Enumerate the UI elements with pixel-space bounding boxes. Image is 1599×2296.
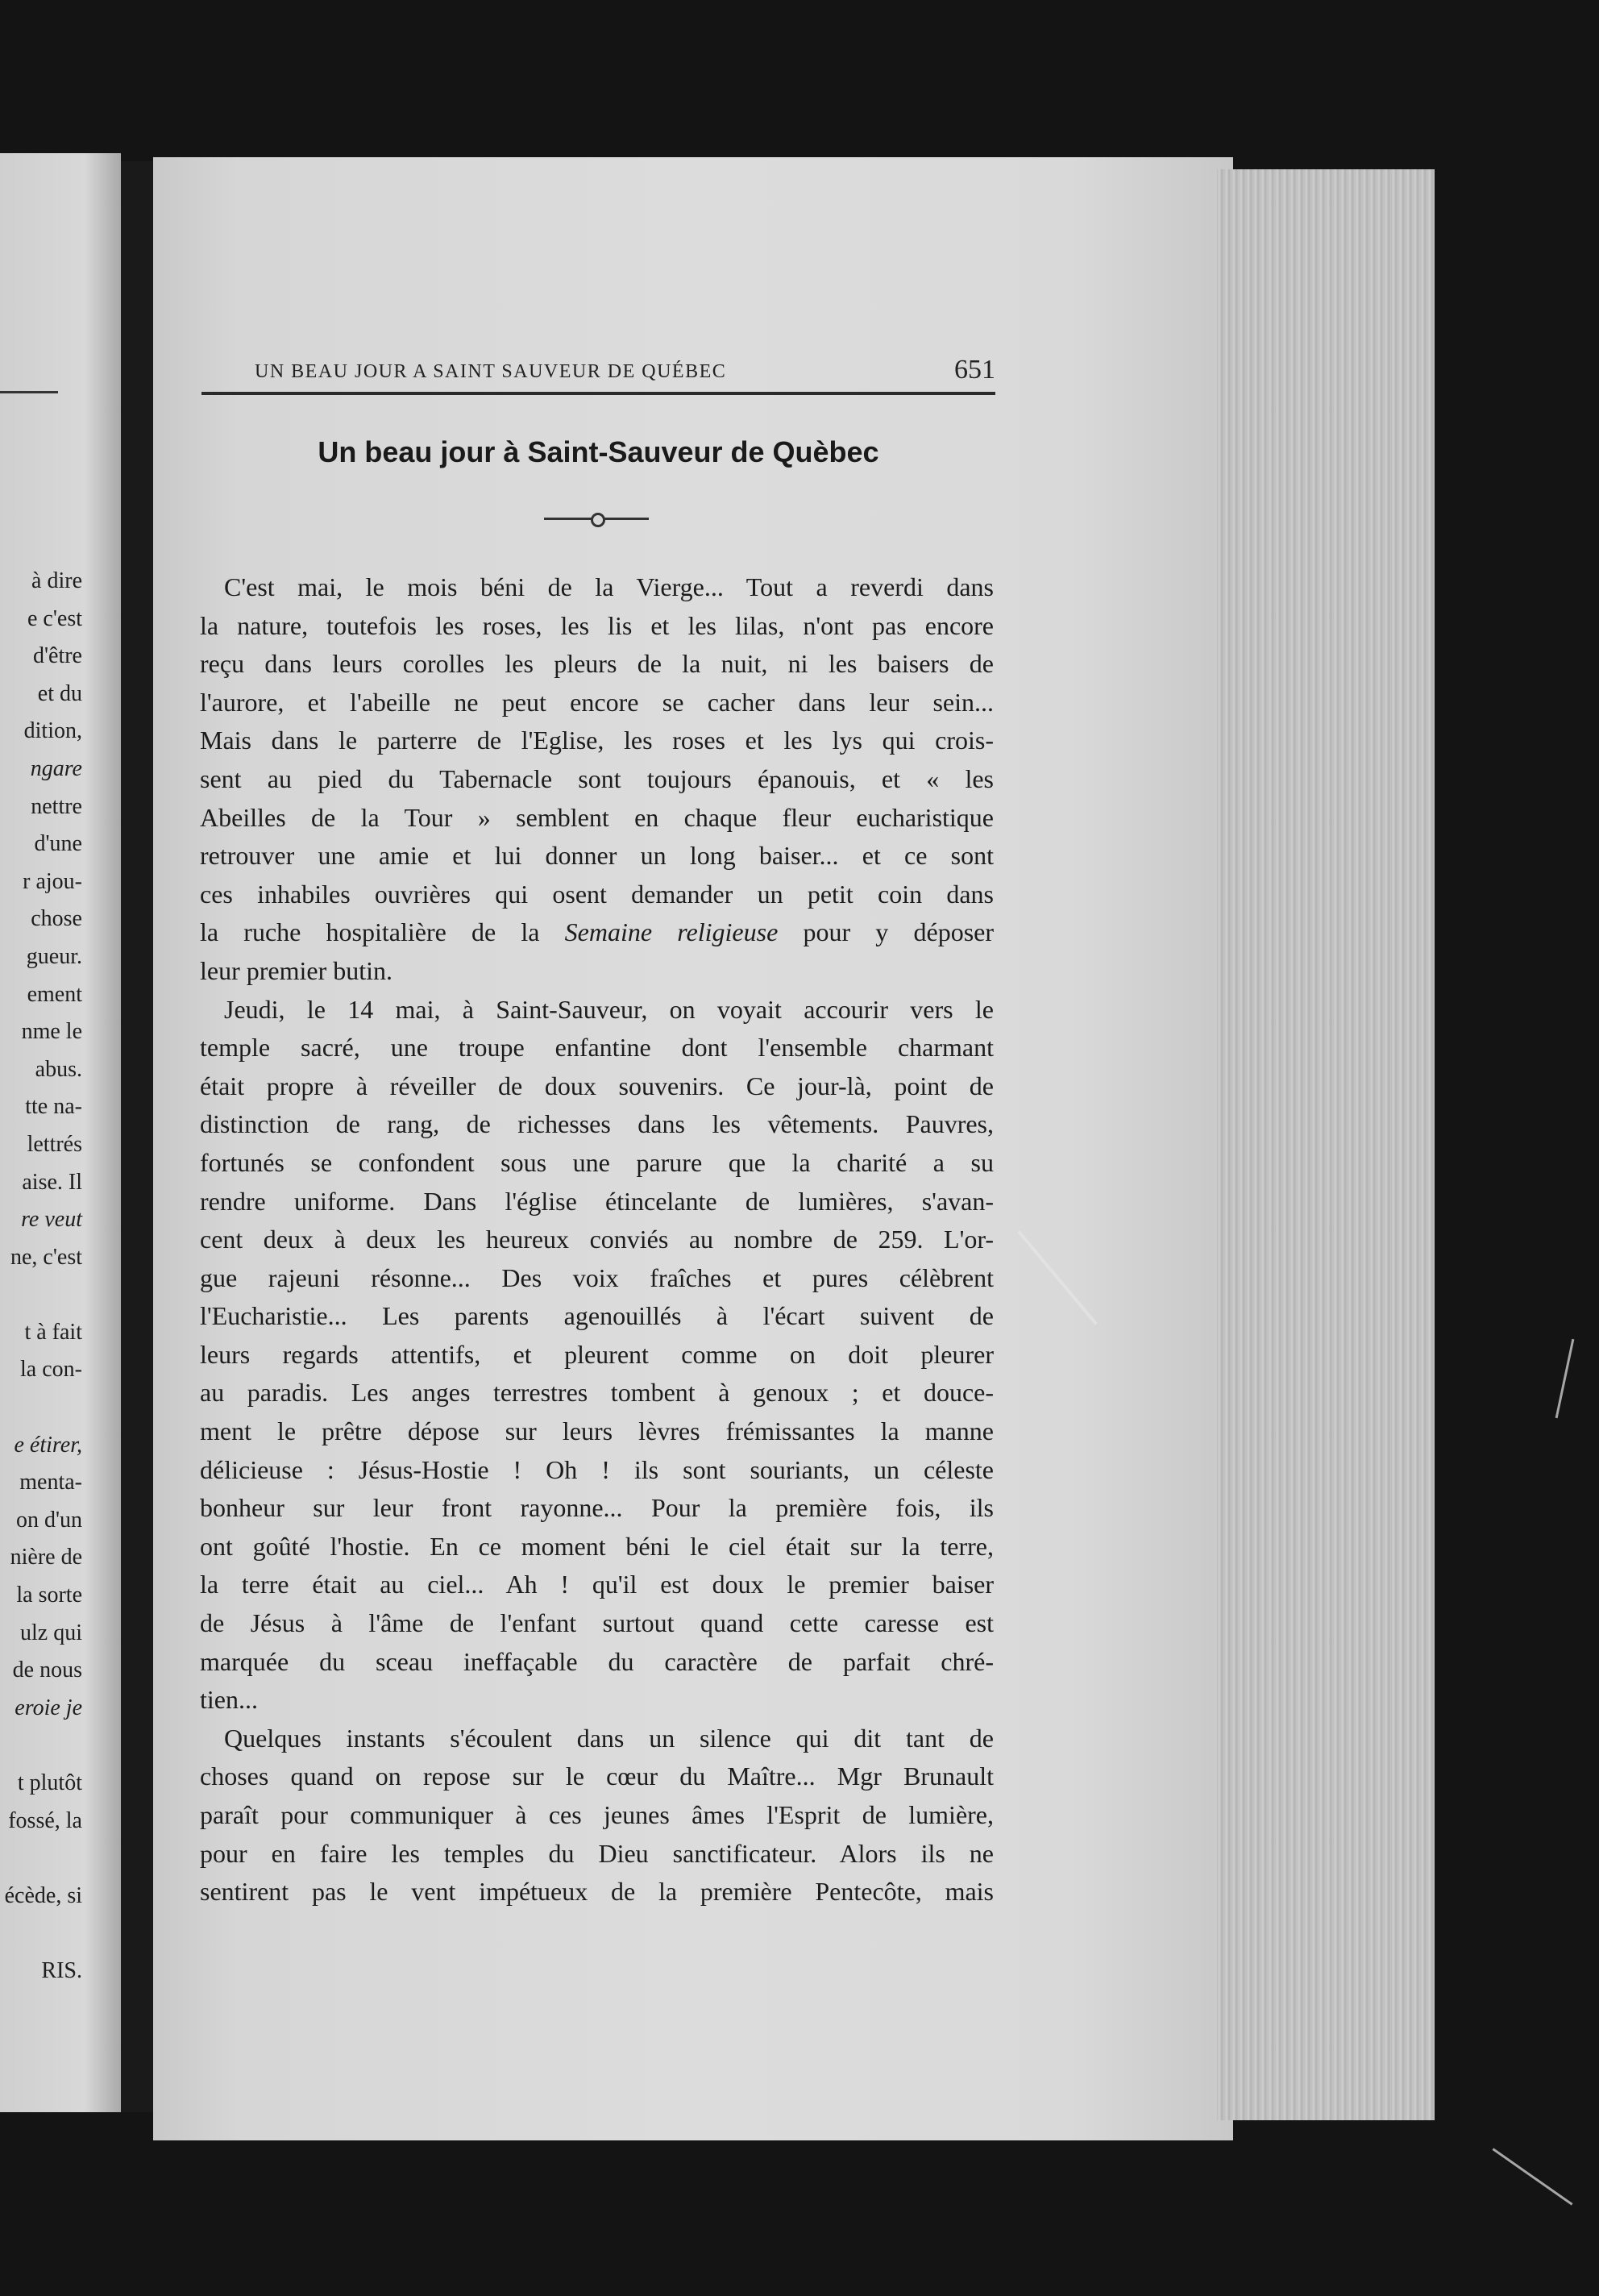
text-line: bonheur sur leur front rayonne... Pour la première fois, ils xyxy=(200,1493,994,1523)
text-line: l'Eucharistie... Les parents agenouillés à l'écart suivent de xyxy=(200,1301,994,1331)
text-line: Quelques instants s'écoulent dans un silence qui dit tant de xyxy=(224,1723,994,1753)
text-line: l'aurore, et l'abeille ne peut encore se cacher dans leur sein... xyxy=(200,687,994,717)
text-line: ne, c'est xyxy=(10,1244,82,1270)
text-line xyxy=(0,1276,121,1314)
text-line: RIS. xyxy=(41,1957,82,1983)
text-line: gue rajeuni résonne... Des voix fraîches et pures célèbrent xyxy=(200,1262,994,1292)
text-line: aise. Il xyxy=(22,1169,82,1195)
text-line: délicieuse : Jésus-Hostie ! Oh ! ils sont souriants, un céleste xyxy=(200,1454,994,1484)
text-line: au paradis. Les anges terrestres tombent à genoux ; et douce- xyxy=(200,1378,994,1408)
text-line: e étirer, xyxy=(14,1432,82,1458)
text-line: lettrés xyxy=(27,1131,82,1157)
text-line: reçu dans leurs corolles les pleurs de la nuit, ni les baisers de xyxy=(200,649,994,679)
text-line: Jeudi, le 14 mai, à Saint-Sauveur, on voyait accourir vers le xyxy=(224,994,994,1024)
previous-page-fragment xyxy=(0,153,121,2112)
text-line: pour en faire les temples du Dieu sanctificateur. Alors ils ne xyxy=(200,1838,994,1868)
text-line: cent deux à deux les heureux conviés au nombre de 259. L'or- xyxy=(200,1225,994,1254)
text-line: ngare xyxy=(30,755,82,781)
film-scratch xyxy=(1555,1339,1575,1418)
text-line-with-italic xyxy=(200,913,994,952)
text-line: C'est mai, le mois béni de la Vierge... Tout a reverdi dans xyxy=(224,572,994,601)
text-line xyxy=(0,1389,121,1427)
article-body xyxy=(200,568,994,1911)
text-line: r ajou- xyxy=(23,868,82,894)
text-line: sent au pied du Tabernacle sont toujours épanouis, et « les xyxy=(200,763,994,793)
text-line: on d'un xyxy=(15,1507,82,1533)
previous-page-header-rule xyxy=(0,391,58,393)
running-title: UN BEAU JOUR A SAINT SAUVEUR DE QUÉBEC xyxy=(255,361,727,382)
text-line: à dire xyxy=(31,568,82,593)
text-line: dition, xyxy=(23,718,82,744)
text-line: sentirent pas le vent impétueux de la première Pentecôte, mais xyxy=(200,1877,994,1907)
text-line: nettre xyxy=(31,793,82,819)
text-line: et du xyxy=(37,680,82,706)
line-start: la ruche hospitalière de la xyxy=(200,917,540,947)
text-line: eroie je xyxy=(15,1695,82,1720)
page-number: 651 xyxy=(954,355,995,385)
text-line: chose xyxy=(31,906,82,932)
previous-page-text xyxy=(0,563,121,1990)
book-gutter xyxy=(121,161,153,2112)
text-line: Abeilles de la Tour » semblent en chaque fleur eucharistique xyxy=(200,802,994,832)
text-line: nière de xyxy=(10,1545,82,1570)
text-line: fossé, la xyxy=(8,1807,82,1833)
text-line: ont goûté l'hostie. En ce moment béni le ciel était sur la terre, xyxy=(200,1531,994,1561)
text-line: la terre était au ciel... Ah ! qu'il est doux le premier baiser xyxy=(200,1570,994,1599)
text-line xyxy=(0,1915,121,1953)
page-edges xyxy=(1217,169,1435,2120)
text-line: écède, si xyxy=(4,1882,82,1908)
text-line: paraît pour communiquer à ces jeunes âmes l'Esprit de lumière, xyxy=(200,1800,994,1829)
text-line: re veut xyxy=(21,1207,82,1233)
text-line: distinction de rang, de richesses dans les vêtements. Pauvres, xyxy=(200,1109,994,1139)
text-line: la sorte xyxy=(16,1583,82,1608)
italic-publication-title: Semaine religieuse xyxy=(564,917,779,947)
text-line: tte na- xyxy=(25,1094,82,1120)
title-ornament xyxy=(544,508,649,527)
text-line: menta- xyxy=(19,1470,82,1495)
text-line: choses quand on repose sur le cœur du Maître... Mgr Brunault xyxy=(200,1762,994,1791)
text-line: d'être xyxy=(32,643,82,669)
text-line: d'une xyxy=(34,831,82,857)
text-line: t à fait xyxy=(24,1319,82,1345)
text-line: leur premier butin. xyxy=(200,955,393,985)
text-line: ment le prêtre dépose sur leurs lèvres frémissantes la manne xyxy=(200,1416,994,1446)
text-line: Mais dans le parterre de l'Eglise, les roses et les lys qui crois- xyxy=(200,726,994,755)
text-line: rendre uniforme. Dans l'église étincelante de lumières, s'avan- xyxy=(200,1186,994,1216)
text-line: était propre à réveiller de doux souvenirs. Ce jour-là, point de xyxy=(200,1071,994,1100)
text-line: tien... xyxy=(200,1685,258,1715)
text-line: leurs regards attentifs, et pleurent comme on doit pleurer xyxy=(200,1339,994,1369)
text-line: ulz qui xyxy=(20,1620,82,1645)
text-line: fortunés se confondent sous une parure que la charité a su xyxy=(200,1147,994,1177)
text-line: retrouver une amie et lui donner un long baiser... et ce sont xyxy=(200,841,994,871)
text-line: la con- xyxy=(20,1357,82,1383)
text-line: la nature, toutefois les roses, les lis et les lilas, n'ont pas encore xyxy=(200,610,994,640)
text-line: temple sacré, une troupe enfantine dont l'ensemble charmant xyxy=(200,1033,994,1063)
text-line: gueur. xyxy=(26,943,82,969)
running-header xyxy=(201,355,995,395)
text-line: de nous xyxy=(12,1658,82,1683)
text-line: de Jésus à l'âme de l'enfant surtout quand cette caresse est xyxy=(200,1608,994,1638)
text-line: nme le xyxy=(21,1019,82,1045)
text-line xyxy=(0,1727,121,1765)
text-line: e c'est xyxy=(27,605,82,631)
film-scratch xyxy=(1492,2148,1572,2205)
header-rule xyxy=(201,392,995,395)
text-line: ement xyxy=(27,981,82,1007)
article-title: Un beau jour à Saint-Sauveur de Quèbec xyxy=(318,435,879,468)
text-line: ces inhabiles ouvrières qui osent demander un petit coin dans xyxy=(200,879,994,909)
text-line xyxy=(0,1840,121,1878)
text-line: t plutôt xyxy=(17,1770,82,1795)
text-line: marquée du sceau ineffaçable du caractère de parfait chré- xyxy=(200,1646,994,1676)
line-end: pour y déposer xyxy=(778,917,994,947)
text-line: abus. xyxy=(35,1056,82,1082)
